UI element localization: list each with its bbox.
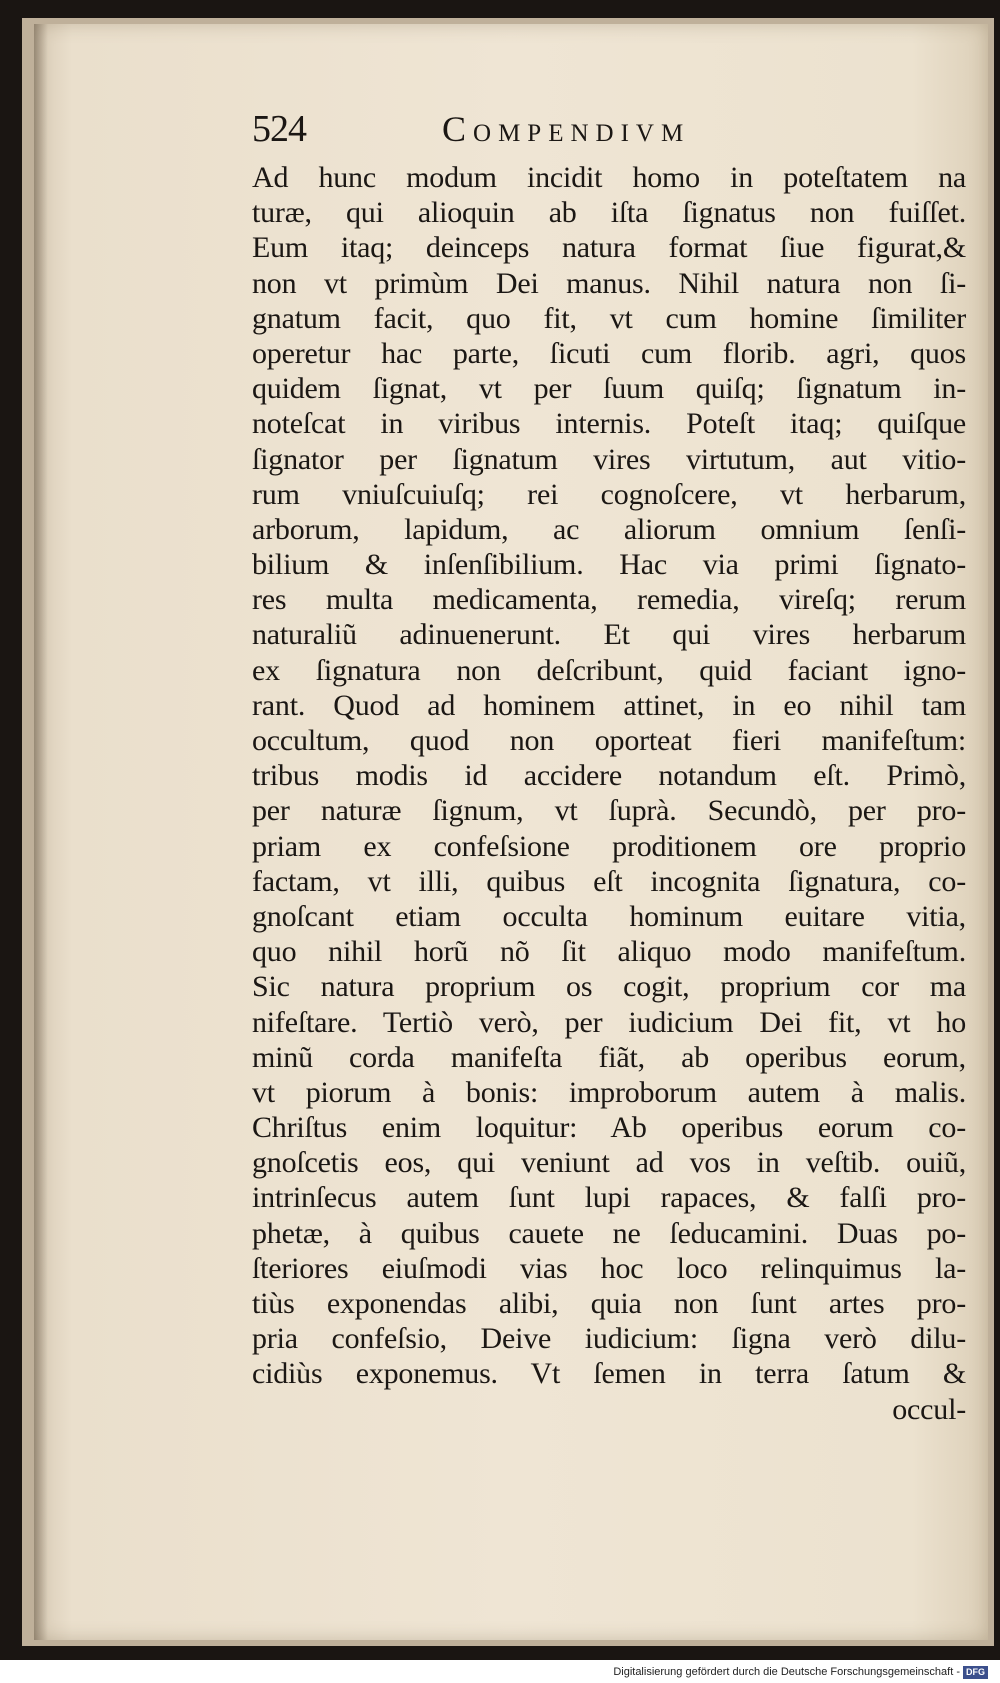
text-line: ex ſignatura non deſcribunt, quid faciant igno- [252, 653, 966, 687]
text-line: bilium & inſenſibilium. Hac via primi ſignato- [252, 548, 966, 582]
text-line: nifeſtare. Tertiò verò, per iudicium Dei fit, vt ho [252, 1005, 966, 1039]
text-line: Chriſtus enim loquitur: Ab operibus eorum co- [252, 1111, 966, 1145]
text-line: quo nihil horũ nõ ſit aliquo modo manifeſtum. [252, 935, 966, 969]
text-line: Sic natura proprium os cogit, proprium cor ma [252, 970, 966, 1004]
text-line: rum vniuſcuiuſq; rei cognoſcere, vt herbarum, [252, 477, 966, 511]
text-line: factam, vt illi, quibus eſt incognita ſignatura, co- [252, 864, 966, 898]
text-line: per naturæ ſignum, vt ſuprà. Secundò, per pro- [252, 794, 966, 828]
text-line: arborum, lapidum, ac aliorum omnium ſenſi- [252, 512, 966, 546]
text-line: gnoſcetis eos, qui veniunt ad vos in veſtib. ouiũ, [252, 1146, 966, 1180]
text-line: intrinſecus autem ſunt lupi rapaces, & falſi pro- [252, 1181, 966, 1215]
page-number: 524 [252, 108, 306, 150]
text-line: tribus modis id accidere notandum eſt. Primò, [252, 759, 966, 793]
text-line: Eum itaq; deinceps natura format ſiue figurat,& [252, 231, 966, 265]
text-line: gnatum facit, quo fit, vt cum homine ſimiliter [252, 301, 966, 335]
text-line: quidem ſignat, vt per ſuum quiſq; ſignatum in- [252, 372, 966, 406]
text-line: non vt primùm Dei manus. Nihil natura non ſi- [252, 266, 966, 300]
text-line: vt piorum à bonis: improborum autem à malis. [252, 1075, 966, 1109]
gutter-shadow [34, 24, 48, 1640]
dfg-logo: DFG [963, 1666, 988, 1679]
text-line: operetur hac parte, ſicuti cum florib. agri, quos [252, 336, 966, 370]
text-line: naturaliũ adinuenerunt. Et qui vires herbarum [252, 618, 966, 652]
text-line: rant. Quod ad hominem attinet, in eo nihil tam [252, 688, 966, 722]
text-line: ſteriores eiuſmodi vias hoc loco relinquimus la- [252, 1251, 966, 1285]
text-line: res multa medicamenta, remedia, vireſq; rerum [252, 583, 966, 617]
text-line: cidiùs exponemus. Vt ſemen in terra ſatum & [252, 1357, 966, 1391]
running-title: Compendivm [442, 109, 691, 149]
text-line: gnoſcant etiam occulta hominum euitare vitia, [252, 899, 966, 933]
text-line: pria confeſsio, Deive iudicium: ſigna verò dilu- [252, 1322, 966, 1356]
text-line: ſignator per ſignatum vires virtutum, aut vitio- [252, 442, 966, 476]
text-line: tiùs exponendas alibi, quia non ſunt artes pro- [252, 1287, 966, 1320]
text-line: minũ corda manifeſta fiãt, ab operibus eorum, [252, 1040, 966, 1074]
catchword: occul- [892, 1392, 966, 1426]
text-line: occultum, quod non oporteat fieri manifeſtum: [252, 724, 966, 757]
text-line: priam ex confeſsione proditionem ore proprio [252, 829, 966, 863]
text-line: noteſcat in viribus internis. Poteſt itaq; quiſque [252, 407, 966, 441]
text-line: turæ, qui alioquin ab iſta ſignatus non fuiſſet. [252, 196, 966, 230]
credit-text: Digitalisierung gefördert durch die Deutsche Forschungsgemeinschaft - [613, 1666, 960, 1678]
body-text [252, 160, 966, 1427]
running-head [252, 104, 792, 154]
text-line: phetæ, à quibus cauete ne ſeducamini. Duas po- [252, 1216, 966, 1250]
digitization-credit [613, 1663, 988, 1681]
text-line: Ad hunc modum incidit homo in poteſtatem na [252, 161, 966, 194]
